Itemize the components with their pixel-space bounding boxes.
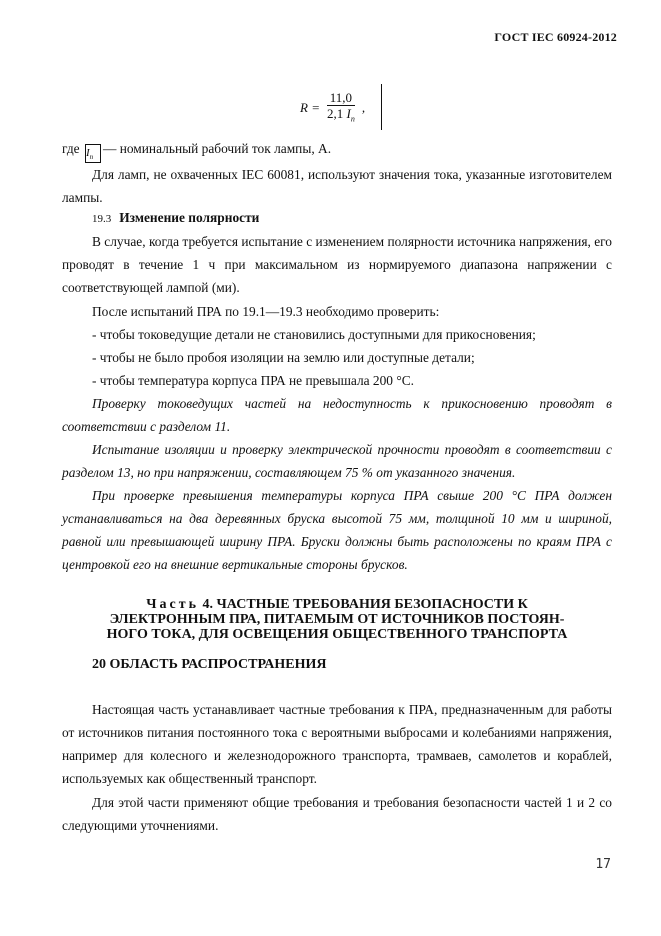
where-text: — номинальный рабочий ток лампы, А.	[102, 141, 332, 156]
section-number: 19.3	[92, 213, 112, 225]
formula-lhs: R =	[300, 100, 320, 116]
paragraph-applies: Для этой части применяют общие требования и требования безопасности частей 1 и 2 со следующими уточнениями.	[62, 795, 612, 833]
italic-paragraph-temperature: При проверке превышения температуры корпуса ПРА свыше 200 °С ПРА должен устанавливаться на два деревянных бруска высотой 75 мм, толщиной 10 мм и шириной, равной или превышающей ширину ПРА. Бруски должны быть расположены по краям ПРА с центровкой его на внешние вертикальные стороны брусков.	[62, 488, 612, 572]
part-heading-line1-text: 4. ЧАСТНЫЕ ТРЕБОВАНИЯ БЕЗОПАСНОСТИ К	[202, 597, 528, 612]
part-heading-line3: НОГО ТОКА, ДЛЯ ОСВЕЩЕНИЯ ОБЩЕСТВЕННОГО ТРАНСПОРТА	[106, 627, 568, 642]
formula-denominator	[324, 106, 358, 127]
where-prefix: где	[62, 141, 80, 156]
check-item: - чтобы температура корпуса ПРА не превышала 200 °С.	[92, 373, 414, 388]
part-word: Часть	[146, 597, 200, 612]
current-symbol-sub: n	[89, 153, 94, 162]
section-19-3-heading	[92, 206, 259, 231]
formula-numerator: 11,0	[327, 90, 355, 106]
paragraph-polarity: В случае, когда требуется испытание с изменением полярности источника напряжения, его проводят в течение 1 ч при максимальном из нормируемого диапазона напряжении с соответствующей лампой (ми).	[62, 234, 612, 295]
formula-fraction	[324, 90, 358, 127]
italic-paragraph-insulation: Испытание изоляции и проверку электрической прочности проводят в соответствии с разделом 13, но при напряжении, составляющем 75 % от указанного значения.	[62, 442, 612, 480]
check-item: - чтобы не было пробоя изоляции на землю или доступные детали;	[92, 350, 475, 365]
section-title: Изменение полярности	[119, 210, 260, 225]
paragraph-lamps: Для ламп, не охваченных IEC 60081, используют значения тока, указанные изготовителем лампы.	[62, 167, 612, 205]
formula-denominator-sub: n	[350, 114, 355, 124]
part-heading-line1	[62, 597, 612, 612]
formula-denominator-var: I	[346, 106, 351, 121]
formula	[300, 90, 365, 127]
formula-trailing: ,	[361, 100, 366, 116]
page-number: 17	[595, 857, 611, 872]
part-4-heading	[62, 597, 612, 642]
formula-denominator-coef: 2,1	[326, 106, 344, 121]
document-header: ГОСТ IEC 60924-2012	[494, 30, 617, 44]
check-item: - чтобы токоведущие детали не становились доступными для прикосновения;	[92, 327, 536, 342]
italic-paragraph-access: Проверку токоведущих частей на недоступность к прикосновению проводят в соответствии с разделом 11.	[62, 396, 612, 434]
current-symbol: I	[85, 147, 90, 159]
paragraph-after-tests: После испытаний ПРА по 19.1—19.3 необходимо проверить:	[92, 304, 440, 319]
formula-margin-bar	[381, 84, 382, 130]
where-line	[62, 137, 612, 163]
paragraph-scope: Настоящая часть устанавливает частные требования к ПРА, предназначенным для работы от источников питания постоянного тока с вероятными выбросами и колебаниями напряжения, например для колесного и железнодорожного транспорта, трамваев, самолетов и кораблей, используемых как общественный транспорт.	[62, 702, 612, 786]
part-heading-line2: ЭЛЕКТРОННЫМ ПРА, ПИТАЕМЫМ ОТ ИСТОЧНИКОВ ПОСТОЯН-	[109, 612, 565, 627]
current-symbol-box	[85, 144, 101, 163]
section-20-heading: 20 ОБЛАСТЬ РАСПРОСТРАНЕНИЯ	[92, 657, 327, 672]
